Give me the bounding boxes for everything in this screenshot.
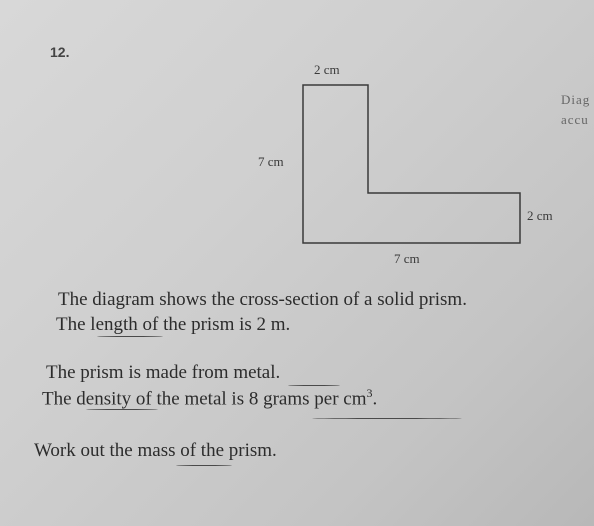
dimension-left-height: 7 cm: [258, 154, 284, 169]
text-line-metal: The prism is made from metal.: [46, 362, 281, 383]
dimension-bottom-width: 7 cm: [394, 251, 420, 266]
underline-density: [86, 409, 158, 410]
text-line-length: The length of the prism is 2 m.: [56, 314, 291, 335]
question-number: 12.: [50, 44, 70, 60]
text-line-work-out: Work out the mass of the prism.: [34, 440, 277, 461]
diagram-note-line1: Diag: [561, 92, 591, 107]
underline-grams-per-cm3: [312, 418, 462, 419]
underline-length: [97, 336, 163, 337]
density-period: .: [372, 388, 378, 410]
dimension-right-height: 2 cm: [527, 208, 553, 223]
underline-mass: [176, 465, 232, 466]
diagram-note-line2: accu: [561, 112, 589, 127]
text-line-density: [42, 386, 377, 410]
text-line-cross-section: The diagram shows the cross-section of a solid prism.: [58, 289, 467, 310]
density-exponent: 3: [366, 386, 373, 400]
density-text: The density of the metal is 8 grams per cm: [42, 388, 367, 410]
dimension-top-width: 2 cm: [314, 62, 340, 77]
